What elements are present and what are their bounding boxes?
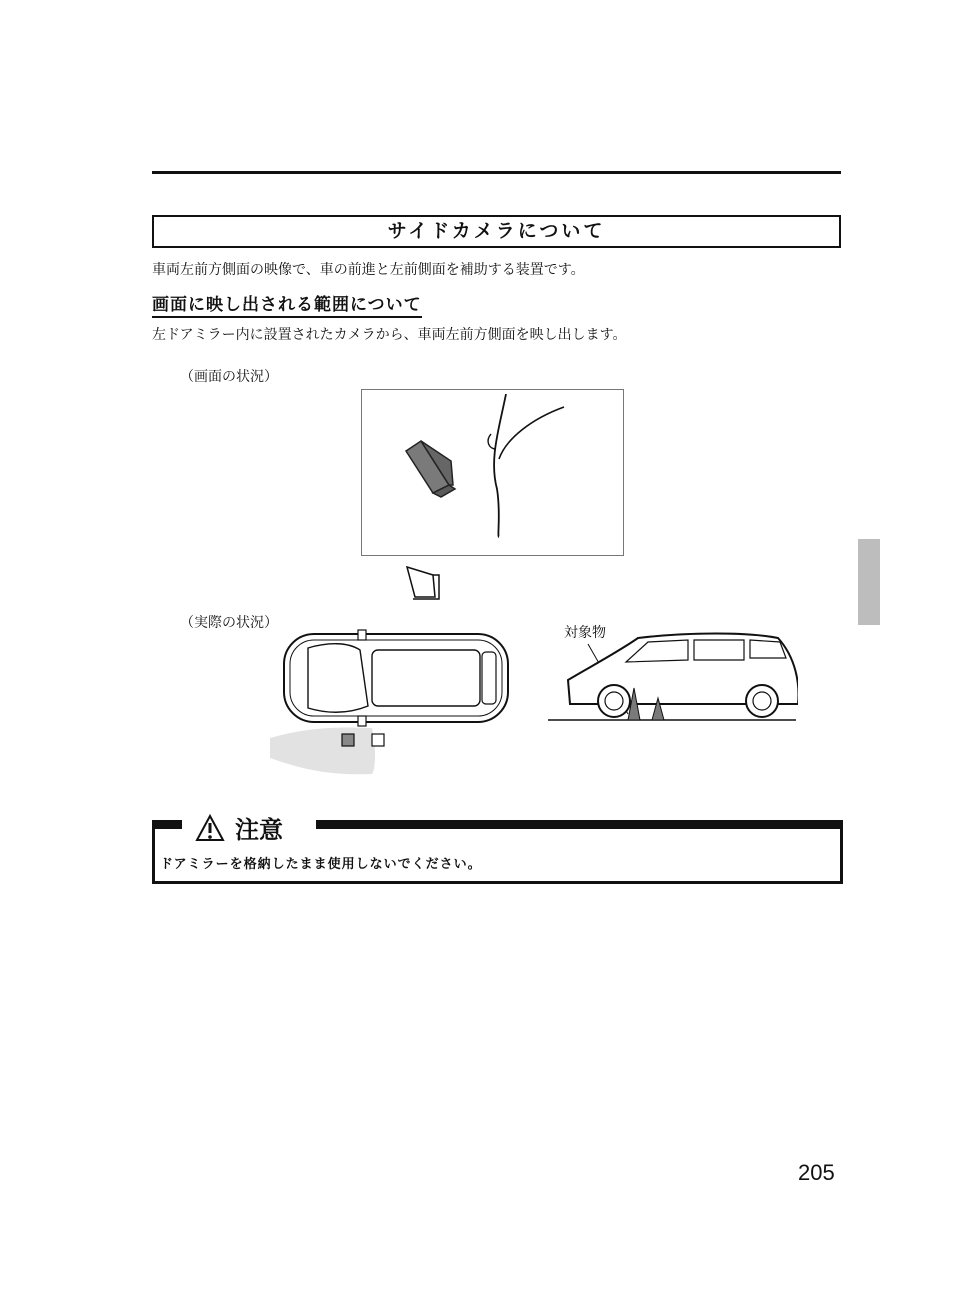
object-label: 対象物 — [564, 625, 606, 641]
caution-bar-right — [316, 820, 840, 829]
caution-title-text: 注意 — [235, 816, 283, 844]
top-rule — [152, 171, 841, 174]
actual-caption: （実際の状況） — [180, 615, 278, 631]
intro-text: 車両左前方側面の映像で、車の前進と左前側面を補助する装置です。 — [152, 262, 585, 278]
car-side-view-illustration — [548, 628, 798, 728]
subsection-heading: 画面に映し出される範囲について — [152, 290, 422, 318]
chapter-side-tab — [858, 539, 880, 625]
subsection-description: 左ドアミラー内に設置されたカメラから、車両左前方側面を映し出します。 — [152, 327, 627, 343]
screen-caption: （画面の状況） — [180, 369, 278, 385]
caution-text: ドアミラーを格納したまま使用しないでください。 — [160, 857, 482, 872]
warning-triangle-icon — [195, 814, 225, 842]
caution-title — [195, 810, 283, 845]
camera-view-icon — [403, 563, 443, 603]
car-top-view-illustration — [268, 628, 518, 778]
caution-bar-left — [152, 820, 182, 829]
camera-screen-illustration — [361, 389, 624, 556]
page-number: 205 — [798, 1160, 835, 1185]
section-title: サイドカメラについて — [152, 215, 841, 248]
